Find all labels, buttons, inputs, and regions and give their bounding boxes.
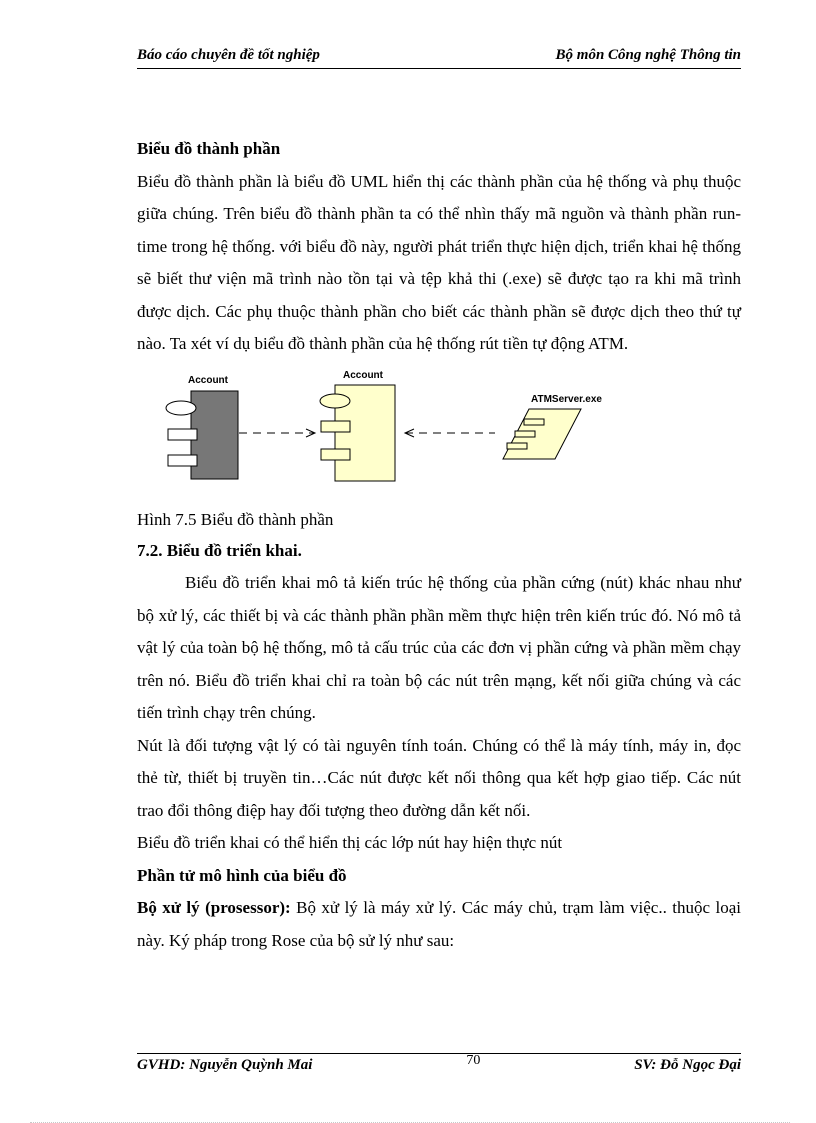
- header-left: Báo cáo chuyên đề tốt nghiệp: [137, 47, 320, 63]
- component-1-body: [191, 391, 238, 479]
- component-2-ellipse: [320, 394, 350, 408]
- page-footer: [137, 1053, 741, 1074]
- page-content: [137, 133, 741, 957]
- paragraph-deployment-3: Biểu đồ triển khai có thể hiển thị các lớp nút hay hiện thực nút: [137, 833, 563, 852]
- component-2-port-top: [321, 421, 350, 432]
- paragraph-processor: [137, 892, 741, 957]
- figure-caption: Hình 7.5 Biểu đồ thành phần: [137, 509, 334, 529]
- component-label-3: ATMServer.exe: [531, 393, 602, 405]
- component-label-2: Account: [343, 369, 383, 381]
- component-diagram-figure: [137, 367, 741, 505]
- component-diagram: [151, 367, 621, 505]
- processor-term: Bộ xử lý (prosessor):: [137, 898, 291, 917]
- component-1-ellipse: [166, 401, 196, 415]
- paragraph-deployment-1: Biểu đồ triển khai mô tả kiến trúc hệ thống của phần cứng (nút) khác nhau như bộ xử lý, các thiết bị và các thành phần phần mềm thực hiện trên kiến trúc đó. Nó mô tả vật lý của toàn bộ hệ thống, mô tả cấu trúc của các đơn vị phần cứng và phần mềm chạy trên nó. Biểu đồ triển khai chỉ ra toàn bộ các nút trên mạng, kết nối giữa chúng và các tiến trình chạy trên chúng.: [137, 573, 741, 722]
- exe-port-1: [524, 419, 544, 425]
- component-label-1: Account: [188, 374, 228, 386]
- exe-port-3: [507, 443, 527, 449]
- component-1-port-top: [168, 429, 197, 440]
- footer-advisor: GVHD: Nguyễn Quỳnh Mai: [137, 1057, 313, 1073]
- processor-description: Bộ xử lý là máy xử lý. Các máy chủ, trạm làm việc.. thuộc loại này. Ký pháp trong Rose của bộ sử lý như sau:: [137, 898, 741, 950]
- component-1-port-bottom: [168, 455, 197, 466]
- footer-student: SV: Đỗ Ngọc Đại: [634, 1057, 741, 1073]
- component-2-port-bottom: [321, 449, 350, 460]
- section-title-component-diagram: Biểu đồ thành phần: [137, 139, 281, 158]
- page-number: 70: [466, 1053, 481, 1068]
- exe-port-2: [515, 431, 535, 437]
- paragraph-deployment-2: Nút là đối tượng vật lý có tài nguyên tính toán. Chúng có thể là máy tính, máy in, đọc thẻ từ, thiết bị truyền tin…Các nút được kết nối thông qua kết hợp giao tiếp. Các nút trao đổi thông điệp hay đối tượng theo đường dẫn kết nối.: [137, 735, 741, 820]
- page-header: [137, 47, 741, 69]
- subtitle-model-elements: Phần tử mô hình của biểu đồ: [137, 865, 347, 885]
- header-right: Bộ môn Công nghệ Thông tin: [555, 47, 741, 63]
- section-title-deployment: 7.2. Biểu đồ triển khai.: [137, 540, 302, 560]
- paragraph-component-diagram: Biểu đồ thành phần là biểu đồ UML hiển thị các thành phần của hệ thống và phụ thuộc giữa chúng. Trên biểu đồ thành phần ta có thể nhìn thấy mã nguồn và thành phần run-time trong hệ thống. với biểu đồ này, người phát triển thực hiện dịch, triển khai hệ thống sẽ biết thư viện mã trình nào tồn tại và tệp khả thi (.exe) sẽ được tạo ra khi mã trình được dịch. Các phụ thuộc thành phần cho biết các thành phần sẽ được dịch theo thứ tự nào. Ta xét ví dụ biểu đồ thành phần của hệ thống rút tiền tự động ATM.: [137, 171, 741, 353]
